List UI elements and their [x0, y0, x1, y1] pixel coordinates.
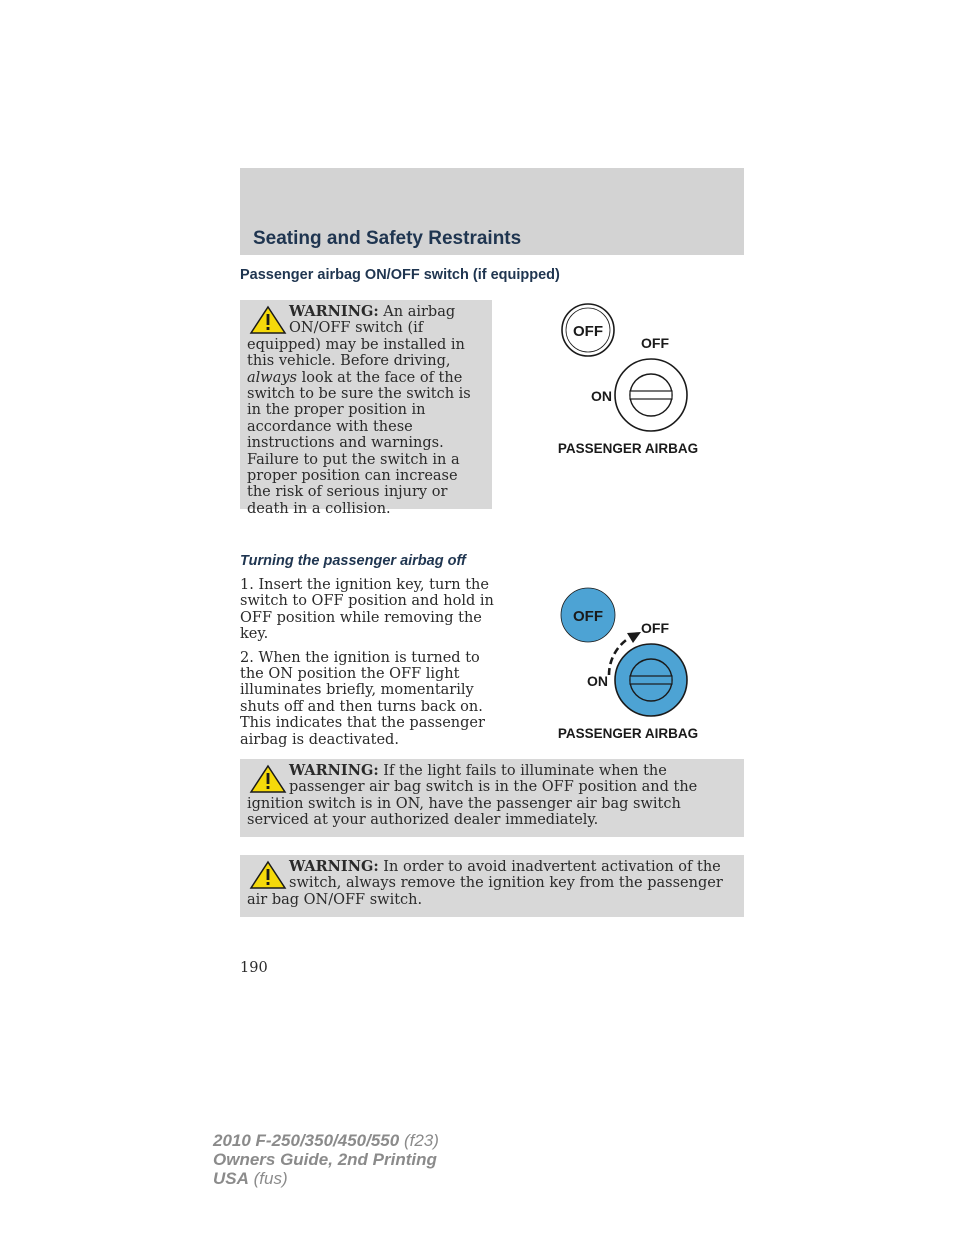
- on-position-label: ON: [587, 673, 608, 689]
- off-position-label: OFF: [641, 335, 669, 351]
- warning-text: In order to avoid inadvertent activation of the switch, always remove the ignition key from the passenger air bag ON/OFF switch.: [247, 859, 723, 908]
- footer-model-code: (f23): [399, 1131, 439, 1150]
- warning-box-remove-key: [240, 855, 744, 917]
- section-title: Seating and Safety Restraints: [253, 228, 522, 249]
- footer-market: USA: [213, 1169, 249, 1188]
- figure-caption: PASSENGER AIRBAG: [557, 726, 699, 741]
- step-2: 2. When the ignition is turned to the ON position the OFF light illuminates briefly, momentarily shuts off and then turns back on. This indicates that the passenger airbag is deactivated.: [240, 649, 485, 748]
- warning-box-light-failure: [240, 759, 744, 837]
- footer-model: 2010 F-250/350/450/550: [213, 1131, 400, 1150]
- footer-line-2: Owners Guide, 2nd Printing: [213, 1150, 437, 1169]
- warning-emphasis: always: [247, 369, 297, 386]
- footer-line-3: [213, 1169, 439, 1188]
- lamp-label: OFF: [573, 323, 603, 340]
- document-footer: [213, 1131, 439, 1188]
- warning-triangle-icon: [247, 763, 289, 795]
- footer-line-1: [213, 1131, 439, 1150]
- step-1: 1. Insert the ignition key, turn the switch to OFF position and hold in OFF position while removing the key.: [240, 577, 494, 643]
- on-position-label: ON: [591, 388, 612, 404]
- warning-text: If the light fails to illuminate when the passenger air bag switch is in the OFF position and the ignition switch is in ON, have the passenger air bag switch serviced at your authorized dealer immediately.: [247, 763, 698, 829]
- warning-label: WARNING:: [289, 858, 379, 875]
- warning-text-continued: look at the face of the switch to be sure the switch is in the proper position in accordance with these instructions and warnings. Failure to put the switch in a proper position can increase the risk of serious injury or death in a collision.: [247, 369, 471, 517]
- warning-triangle-icon: [247, 304, 289, 336]
- footer-market-code: (fus): [248, 1169, 288, 1188]
- subsection-title-turning-off: Turning the passenger airbag off: [240, 553, 466, 569]
- off-position-label: OFF: [641, 620, 669, 636]
- page-number: 190: [240, 960, 268, 976]
- passenger-airbag-switch-figure: [555, 298, 705, 460]
- instruction-steps: [240, 577, 496, 755]
- warning-label: WARNING:: [289, 303, 379, 320]
- warning-triangle-icon: [247, 859, 289, 891]
- lamp-label: OFF: [573, 608, 603, 625]
- passenger-airbag-switch-off-figure: [555, 583, 705, 745]
- warning-text: An airbag ON/OFF switch (if equipped) may be installed in this vehicle. Before driving,: [247, 304, 465, 370]
- warning-label: WARNING:: [289, 762, 379, 779]
- figure-caption: PASSENGER AIRBAG: [557, 441, 699, 456]
- warning-box-switch: [240, 300, 492, 517]
- subsection-title-switch: Passenger airbag ON/OFF switch (if equipped): [240, 267, 560, 283]
